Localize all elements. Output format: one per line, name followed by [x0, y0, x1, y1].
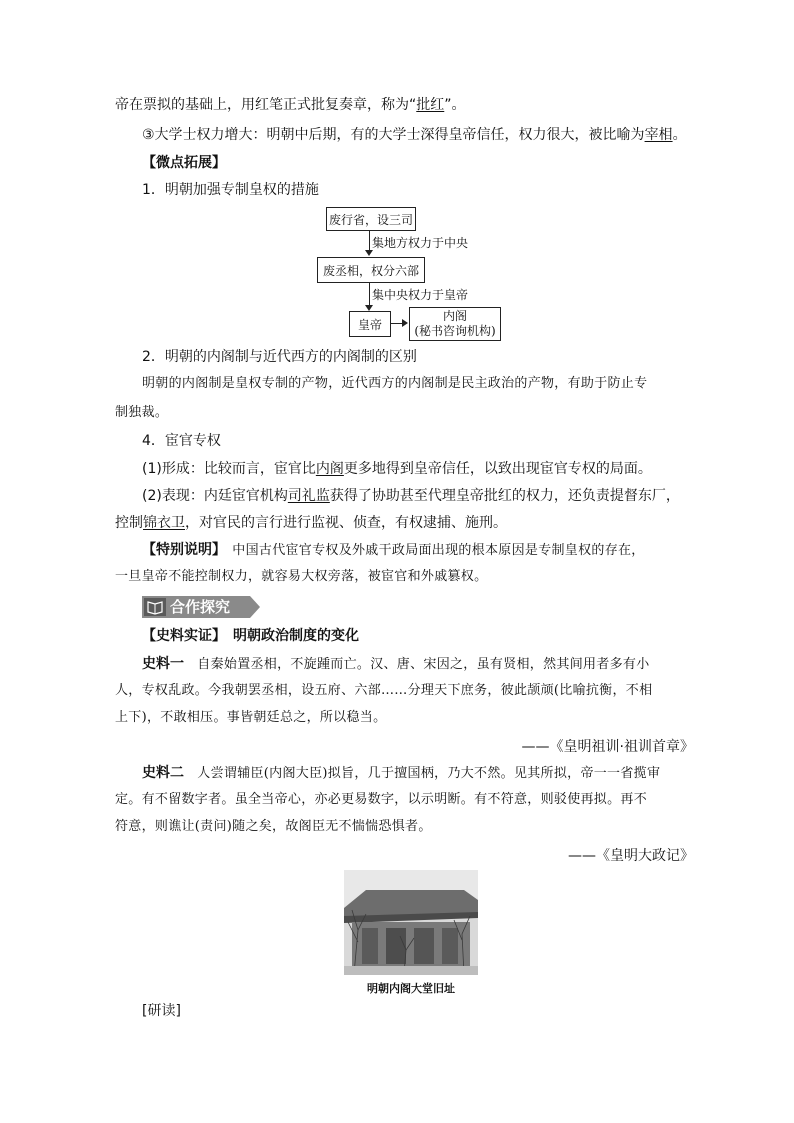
text-line — [142, 126, 687, 144]
text-segment: 获得了协助甚至代理皇帝批红的权力，还负责提督东厂， — [329, 488, 680, 504]
text-segment: 控制 — [115, 515, 143, 531]
underlined-term: 司礼监 — [287, 488, 330, 504]
flow-connector — [369, 282, 370, 307]
banner-label: 合作探究 — [170, 598, 231, 616]
source-label: 史料二 — [142, 765, 184, 781]
text-line — [142, 655, 650, 674]
subheading: 2．明朝的内阁制与近代西方的内阁制的区别 — [142, 349, 417, 365]
source-citation: ——《皇明大政记》 — [568, 848, 694, 864]
text-segment: (2)表现：内廷宦官机构 — [142, 488, 288, 504]
flow-box-provinces: 废行省，设三司 — [326, 207, 416, 231]
text-line: 人，专权乱政。今我朝罢丞相，设五府、六部……分理天下庶务，彼此颉颃(比喻抗衡，不相 — [115, 683, 653, 698]
flow-connector — [369, 230, 370, 252]
flow-label-central-power: 集中央权力于皇帝 — [372, 288, 469, 302]
text-line — [142, 487, 680, 505]
section-heading: 【史料实证】 — [142, 628, 219, 644]
text-segment: 更多地得到皇帝信任，以致出现宦官专权的局面。 — [343, 461, 652, 477]
text-line — [142, 460, 652, 478]
flow-box-subtitle: (秘书咨询机构) — [414, 324, 496, 338]
source-citation: ——《皇明祖训·祖训首章》 — [521, 739, 694, 755]
text-line: 制独裁。 — [115, 405, 169, 420]
text-line: 定。有不留数字者。虽全当帝心，亦必更易数字，以示明断。有不符意，则驳使再拟。再不 — [115, 792, 648, 807]
flow-label-local-power: 集地方权力于中央 — [372, 236, 469, 250]
text-line — [142, 627, 359, 645]
underlined-term: 内阁 — [315, 461, 344, 477]
text-line — [142, 541, 645, 560]
text-segment: ③大学士权力增大：明朝中后期，有的大学士深得皇帝信任，权力很大，被比喻为 — [142, 127, 645, 143]
arrow-right-icon — [402, 319, 408, 327]
text-segment: ，对官民的言行进行监视、侦查，有权逮捕、施刑。 — [185, 515, 507, 531]
flow-box-cabinet — [409, 307, 501, 341]
flow-box-title: 内阁 — [442, 309, 467, 323]
underlined-term: 宰相 — [644, 127, 673, 143]
source-label: 史料一 — [142, 656, 184, 672]
section-heading: 【微点拓展】 — [142, 155, 226, 171]
subheading: 1．明朝加强专制皇权的措施 — [142, 182, 319, 198]
photo-caption: 明朝内阁大堂旧址 — [367, 982, 455, 995]
text-segment: ”。 — [444, 97, 466, 113]
subheading: 4．宦官专权 — [142, 433, 221, 449]
text-segment: 人尝谓辅臣(内阁大臣)拟旨，几于擅国柄，乃大不然。见其所拟，帝一一省揽审 — [184, 766, 661, 781]
underlined-term: 锦衣卫 — [143, 515, 185, 531]
text-line: 符意，则谯让(责问)随之矣，故阁臣无不惴惴恐惧者。 — [115, 819, 432, 834]
text-segment: (1)形成：比较而言，宦官比 — [142, 461, 316, 477]
text-line — [142, 764, 660, 783]
note-heading: 【特别说明】 — [142, 542, 219, 558]
study-label: [研读] — [142, 1003, 181, 1019]
section-subtitle: 明朝政治制度的变化 — [219, 628, 359, 644]
text-line: 一旦皇帝不能控制权力，就容易大权旁落，被宦官和外戚篡权。 — [115, 569, 488, 584]
underlined-term: 批红 — [416, 97, 445, 113]
text-segment: 自秦始置丞相，不旋踵而亡。汉、唐、宋因之，虽有贤相，然其间用者多有小 — [184, 657, 650, 672]
text-line — [115, 514, 507, 532]
text-line: 上下)，不敢相压。事皆朝廷总之，所以稳当。 — [115, 710, 387, 725]
text-segment: 。 — [672, 127, 687, 143]
text-line: 明朝的内阁制是皇权专制的产物，近代西方的内阁制是民主政治的产物，有助于防止专 — [142, 376, 648, 391]
text-segment: 中国古代宦官专权及外戚干政局面出现的根本原因是专制皇权的存在， — [219, 543, 645, 558]
text-segment: 帝在票拟的基础上，用红笔正式批复奏章，称为“ — [115, 97, 417, 113]
text-line — [115, 96, 466, 114]
hall-photo — [344, 870, 478, 975]
flow-box-chancellor: 废丞相，权分六部 — [317, 257, 425, 283]
flow-box-emperor: 皇帝 — [349, 311, 391, 337]
